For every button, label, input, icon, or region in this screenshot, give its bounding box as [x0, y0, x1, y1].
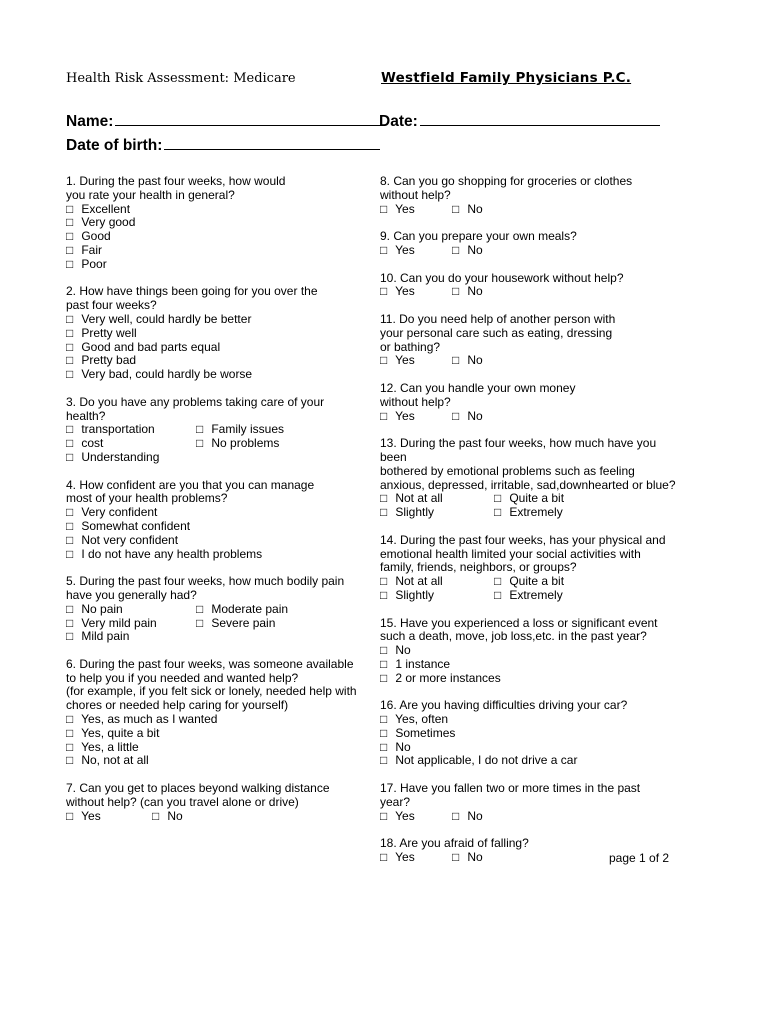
question-6 [66, 658, 366, 768]
question-text: 14. During the past four weeks, has your physical and emotional health limited your social activities with family, friends, neighbors, or groups? [380, 532, 666, 575]
left-column [66, 175, 366, 837]
question-text: 13. During the past four weeks, how much have you been bothered by emotional problems such as feeling anxious, depressed, irritable, sad,downhearted or blue? [380, 436, 676, 492]
option[interactable]: □ 1 instance [380, 656, 451, 671]
checkbox-icon: □ [66, 242, 74, 257]
checkbox-icon: □ [66, 311, 74, 326]
question-10 [380, 272, 680, 300]
dob-field[interactable] [164, 136, 380, 150]
option[interactable]: □ Very mild pain [66, 615, 157, 630]
question-text: 5. During the past four weeks, how much bodily pain have you generally had? [66, 574, 345, 602]
practice-name: Westfield Family Physicians P.C. [381, 70, 632, 86]
question-text: 12. Can you handle your own money without help? [380, 380, 576, 409]
option[interactable]: □ Not very confident [66, 532, 179, 547]
option[interactable]: □ Yes, often [380, 712, 449, 727]
option[interactable]: □ Very good [66, 215, 136, 230]
option[interactable]: □ No [380, 643, 411, 658]
checkbox-icon: □ [452, 201, 460, 216]
option[interactable]: □ Somewhat confident [66, 518, 191, 533]
option[interactable]: □ Poor [66, 256, 107, 271]
date-label: Date: [379, 113, 418, 130]
checkbox-icon: □ [380, 587, 388, 602]
option[interactable]: □ Slightly [380, 505, 435, 520]
checkbox-icon: □ [66, 518, 74, 533]
question-text: 10. Can you do your housework without help? [380, 270, 624, 285]
question-text: 8. Can you go shopping for groceries or clothes without help? [380, 174, 633, 202]
checkbox-icon: □ [66, 532, 74, 547]
form-title: Health Risk Assessment: Medicare [66, 71, 296, 86]
option-yes[interactable]: □ Yes [380, 850, 415, 865]
checkbox-icon: □ [66, 505, 74, 520]
checkbox-icon: □ [380, 656, 388, 671]
option-yes[interactable]: □ Yes [380, 408, 415, 423]
dob-row [66, 136, 380, 155]
option-no[interactable]: □ No [452, 201, 483, 216]
checkbox-icon: □ [380, 574, 388, 589]
dob-label: Date of birth: [66, 137, 163, 154]
checkbox-icon: □ [66, 546, 74, 561]
question-8 [380, 175, 680, 216]
option[interactable]: □ transportation [66, 422, 155, 437]
option[interactable]: □ Fair [66, 242, 103, 257]
option[interactable]: □ Quite a bit [494, 491, 565, 506]
question-17 [380, 782, 680, 823]
question-text: 6. During the past four weeks, was someone available to help you if you needed and wanted help? (for example, if you felt sick or lonely, needed help with chores or needed help caring for yourself) [66, 656, 357, 713]
checkbox-icon: □ [196, 436, 204, 451]
checkbox-icon: □ [66, 753, 74, 768]
checkbox-icon: □ [452, 242, 460, 257]
option-no[interactable]: □ No [452, 850, 483, 865]
option-no[interactable]: □ No [452, 242, 483, 257]
checkbox-icon: □ [380, 850, 388, 865]
checkbox-icon: □ [380, 505, 388, 520]
option[interactable]: □ 2 or more instances [380, 670, 501, 685]
checkbox-icon: □ [380, 712, 388, 727]
name-label: Name: [66, 113, 114, 130]
question-4 [66, 479, 366, 562]
checkbox-icon: □ [66, 808, 74, 823]
checkbox-icon: □ [66, 615, 74, 630]
name-field[interactable] [115, 112, 385, 126]
question-13 [380, 437, 680, 520]
option-no[interactable]: □ No [152, 808, 183, 823]
option[interactable]: □ Moderate pain [196, 601, 289, 616]
option[interactable]: □ cost [66, 436, 104, 451]
checkbox-icon: □ [380, 408, 388, 423]
checkbox-icon: □ [196, 422, 204, 437]
option[interactable]: □ No [380, 739, 411, 754]
option-yes[interactable]: □ Yes [380, 242, 415, 257]
question-2 [66, 285, 366, 382]
option[interactable]: □ Excellent [66, 201, 131, 216]
checkbox-icon: □ [66, 339, 74, 354]
question-11 [380, 313, 680, 368]
checkbox-icon: □ [380, 725, 388, 740]
date-field[interactable] [420, 112, 660, 126]
option[interactable]: □ Good [66, 229, 111, 244]
option-yes[interactable]: □ Yes [380, 201, 415, 216]
question-9 [380, 230, 680, 258]
option[interactable]: □ Pretty bad [66, 353, 137, 368]
option-no[interactable]: □ No [452, 808, 483, 823]
checkbox-icon: □ [380, 753, 388, 768]
option[interactable]: □ Yes, as much as I wanted [66, 712, 218, 727]
checkbox-icon: □ [66, 353, 74, 368]
checkbox-icon: □ [66, 629, 74, 644]
checkbox-icon: □ [66, 229, 74, 244]
question-text: 3. Do you have any problems taking care of your health? [66, 394, 325, 423]
option[interactable]: □ Yes, quite a bit [66, 725, 160, 740]
checkbox-icon: □ [66, 215, 74, 230]
checkbox-icon: □ [380, 739, 388, 754]
option[interactable]: □ Understanding [66, 449, 160, 464]
question-text: 2. How have things been going for you over the past four weeks? [66, 284, 318, 313]
option[interactable]: □ No, not at all [66, 753, 149, 768]
checkbox-icon: □ [380, 670, 388, 685]
option[interactable]: □ Not applicable, I do not drive a car [380, 753, 578, 768]
checkbox-icon: □ [66, 725, 74, 740]
checkbox-icon: □ [494, 587, 502, 602]
right-column [380, 175, 680, 879]
option[interactable]: □ Extremely [494, 587, 563, 602]
option-yes[interactable]: □ Yes [66, 808, 101, 823]
checkbox-icon: □ [380, 353, 388, 368]
option[interactable]: □ Very confident [66, 505, 158, 520]
option-no[interactable]: □ No [452, 353, 483, 368]
checkbox-icon: □ [66, 601, 74, 616]
checkbox-icon: □ [66, 739, 74, 754]
option[interactable]: □ Good and bad parts equal [66, 339, 221, 354]
page-number: page 1 of 2 [609, 851, 670, 865]
checkbox-icon: □ [66, 256, 74, 271]
checkbox-icon: □ [452, 353, 460, 368]
checkbox-icon: □ [380, 242, 388, 257]
option[interactable]: □ Very bad, could hardly be worse [66, 367, 253, 382]
option[interactable]: □ I do not have any health problems [66, 546, 263, 561]
checkbox-icon: □ [452, 808, 460, 823]
question-text: 17. Have you fallen two or more times in the past year? [380, 781, 641, 809]
checkbox-icon: □ [66, 325, 74, 340]
checkbox-icon: □ [452, 408, 460, 423]
question-text: 7. Can you get to places beyond walking distance without help? (can you travel alone or drive) [66, 781, 330, 809]
checkbox-icon: □ [66, 201, 74, 216]
checkbox-icon: □ [452, 284, 460, 299]
checkbox-icon: □ [452, 850, 460, 865]
name-row [66, 112, 385, 131]
checkbox-icon: □ [196, 601, 204, 616]
question-text: 4. How confident are you that you can manage most of your health problems? [66, 477, 315, 506]
option[interactable]: □ No pain [66, 601, 123, 616]
option[interactable]: □ Not at all [380, 574, 443, 589]
option[interactable]: □ Family issues [196, 422, 285, 437]
question-7 [66, 782, 366, 823]
question-1 [66, 175, 366, 272]
checkbox-icon: □ [66, 449, 74, 464]
question-14 [380, 534, 680, 603]
question-12 [380, 382, 680, 423]
question-15 [380, 617, 680, 686]
checkbox-icon: □ [66, 712, 74, 727]
checkbox-icon: □ [66, 436, 74, 451]
option[interactable]: □ No problems [196, 436, 280, 451]
question-text: 1. During the past four weeks, how would you rate your health in general? [66, 174, 286, 202]
question-3 [66, 396, 366, 465]
checkbox-icon: □ [152, 808, 160, 823]
checkbox-icon: □ [494, 505, 502, 520]
checkbox-icon: □ [66, 367, 74, 382]
option[interactable]: □ Not at all [380, 491, 443, 506]
checkbox-icon: □ [380, 491, 388, 506]
question-text: 16. Are you having difficulties driving your car? [380, 698, 628, 713]
option-no[interactable]: □ No [452, 408, 483, 423]
question-5 [66, 575, 366, 644]
option[interactable]: □ Slightly [380, 587, 435, 602]
checkbox-icon: □ [494, 574, 502, 589]
question-text: 18. Are you afraid of falling? [380, 836, 529, 851]
option[interactable]: □ Very well, could hardly be better [66, 311, 252, 326]
checkbox-icon: □ [380, 643, 388, 658]
option-no[interactable]: □ No [452, 284, 483, 299]
checkbox-icon: □ [380, 284, 388, 299]
checkbox-icon: □ [380, 201, 388, 216]
option[interactable]: □ Quite a bit [494, 574, 565, 589]
option[interactable]: □ Sometimes [380, 725, 456, 740]
question-text: 11. Do you need help of another person with your personal care such as eating, dressing or bathing? [380, 311, 616, 354]
option[interactable]: □ Yes, a little [66, 739, 139, 754]
checkbox-icon: □ [196, 615, 204, 630]
option[interactable]: □ Severe pain [196, 615, 276, 630]
question-16 [380, 699, 680, 768]
checkbox-icon: □ [66, 422, 74, 437]
option-yes[interactable]: □ Yes [380, 808, 415, 823]
question-text: 15. Have you experienced a loss or significant event such a death, move, job loss,etc. in the past year? [380, 615, 658, 644]
date-row [379, 112, 660, 131]
option[interactable]: □ Pretty well [66, 325, 137, 340]
checkbox-icon: □ [380, 808, 388, 823]
checkbox-icon: □ [494, 491, 502, 506]
option[interactable]: □ Extremely [494, 505, 563, 520]
question-text: 9. Can you prepare your own meals? [380, 229, 577, 244]
option[interactable]: □ Mild pain [66, 629, 130, 644]
option-yes[interactable]: □ Yes [380, 353, 415, 368]
option-yes[interactable]: □ Yes [380, 284, 415, 299]
